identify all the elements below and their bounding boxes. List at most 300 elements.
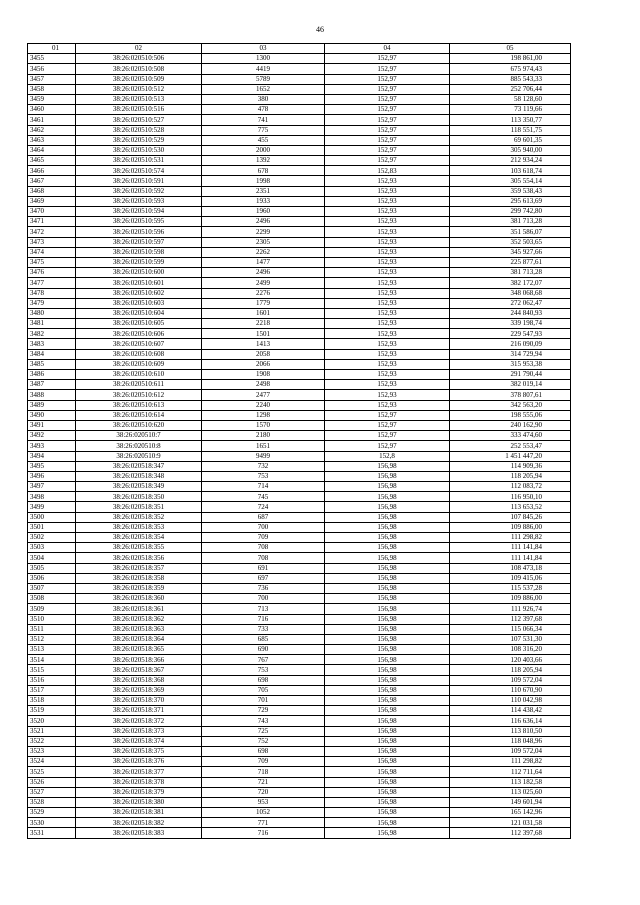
specific-value-cell: 152,93 — [325, 380, 450, 390]
area-cell: 700 — [202, 522, 325, 532]
header-row — [28, 44, 571, 54]
cadastral-value-cell: 252 706,44 — [450, 84, 571, 94]
cadastral-number-cell: 38:26:020518:379 — [76, 787, 202, 797]
specific-value-cell: 156,98 — [325, 614, 450, 624]
row-number-cell: 3523 — [28, 746, 76, 756]
row-number-cell: 3512 — [28, 634, 76, 644]
area-cell: 4419 — [202, 64, 325, 74]
specific-value-cell: 156,98 — [325, 797, 450, 807]
specific-value-cell: 152,97 — [325, 410, 450, 420]
table-row — [28, 380, 571, 390]
area-cell: 720 — [202, 787, 325, 797]
specific-value-cell: 156,98 — [325, 808, 450, 818]
cadastral-number-cell: 38:26:020518:375 — [76, 746, 202, 756]
specific-value-cell: 156,98 — [325, 624, 450, 634]
table-row — [28, 329, 571, 339]
table-row — [28, 828, 571, 838]
row-number-cell: 3472 — [28, 227, 76, 237]
table-row — [28, 624, 571, 634]
cadastral-number-cell: 38:26:020510:614 — [76, 410, 202, 420]
specific-value-cell: 156,98 — [325, 645, 450, 655]
cadastral-number-cell: 38:26:020510:605 — [76, 319, 202, 329]
specific-value-cell: 156,98 — [325, 746, 450, 756]
row-number-cell: 3509 — [28, 604, 76, 614]
row-number-cell: 3488 — [28, 390, 76, 400]
row-number-cell: 3470 — [28, 207, 76, 217]
table-row — [28, 268, 571, 278]
specific-value-cell: 156,98 — [325, 726, 450, 736]
table-row — [28, 736, 571, 746]
area-cell: 775 — [202, 125, 325, 135]
row-number-cell: 3507 — [28, 583, 76, 593]
cadastral-number-cell: 38:26:020510:509 — [76, 74, 202, 84]
specific-value-cell: 156,98 — [325, 767, 450, 777]
cadastral-number-cell: 38:26:020518:365 — [76, 645, 202, 655]
cadastral-number-cell: 38:26:020518:378 — [76, 777, 202, 787]
row-number-cell: 3464 — [28, 145, 76, 155]
specific-value-cell: 156,98 — [325, 594, 450, 604]
row-number-cell: 3490 — [28, 410, 76, 420]
area-cell: 1651 — [202, 441, 325, 451]
table-header — [28, 44, 571, 54]
table-row — [28, 145, 571, 155]
area-cell: 736 — [202, 583, 325, 593]
table-row — [28, 665, 571, 675]
area-cell: 1601 — [202, 308, 325, 318]
table-row — [28, 390, 571, 400]
cadastral-number-cell: 38:26:020510:608 — [76, 349, 202, 359]
row-number-cell: 3493 — [28, 441, 76, 451]
specific-value-cell: 156,98 — [325, 471, 450, 481]
table-row — [28, 298, 571, 308]
cadastral-value-cell: 115 066,34 — [450, 624, 571, 634]
column-header: 01 — [28, 44, 76, 54]
specific-value-cell: 156,98 — [325, 706, 450, 716]
area-cell: 2066 — [202, 359, 325, 369]
table-row — [28, 818, 571, 828]
cadastral-number-cell: 38:26:020510:611 — [76, 380, 202, 390]
cadastral-value-cell: 198 861,00 — [450, 54, 571, 64]
table-row — [28, 125, 571, 135]
table-row — [28, 135, 571, 145]
table-row — [28, 359, 571, 369]
row-number-cell: 3508 — [28, 594, 76, 604]
table-row — [28, 105, 571, 115]
cadastral-number-cell: 38:26:020510:7 — [76, 431, 202, 441]
area-cell: 2499 — [202, 278, 325, 288]
row-number-cell: 3467 — [28, 176, 76, 186]
table-row — [28, 696, 571, 706]
area-cell: 698 — [202, 746, 325, 756]
cadastral-number-cell: 38:26:020518:351 — [76, 502, 202, 512]
cadastral-number-cell: 38:26:020510:591 — [76, 176, 202, 186]
row-number-cell: 3531 — [28, 828, 76, 838]
cadastral-value-cell: 109 572,04 — [450, 746, 571, 756]
area-cell: 716 — [202, 828, 325, 838]
table-row — [28, 64, 571, 74]
row-number-cell: 3469 — [28, 196, 76, 206]
area-cell: 713 — [202, 604, 325, 614]
cadastral-number-cell: 38:26:020510:508 — [76, 64, 202, 74]
row-number-cell: 3530 — [28, 818, 76, 828]
area-cell: 1300 — [202, 54, 325, 64]
cadastral-number-cell: 38:26:020518:350 — [76, 492, 202, 502]
area-cell: 709 — [202, 533, 325, 543]
cadastral-value-cell: 112 397,68 — [450, 828, 571, 838]
row-number-cell: 3460 — [28, 105, 76, 115]
area-cell: 691 — [202, 563, 325, 573]
table-row — [28, 604, 571, 614]
cadastral-number-cell: 38:26:020510:607 — [76, 339, 202, 349]
area-cell: 1933 — [202, 196, 325, 206]
cadastral-value-cell: 240 162,90 — [450, 420, 571, 430]
cadastral-number-cell: 38:26:020518:361 — [76, 604, 202, 614]
area-cell: 2058 — [202, 349, 325, 359]
cadastral-value-cell: 381 713,28 — [450, 268, 571, 278]
table-row — [28, 451, 571, 461]
cadastral-number-cell: 38:26:020518:347 — [76, 461, 202, 471]
cadastral-value-cell: 115 537,28 — [450, 583, 571, 593]
cadastral-number-cell: 38:26:020518:369 — [76, 685, 202, 695]
cadastral-value-cell: 381 713,28 — [450, 217, 571, 227]
row-number-cell: 3494 — [28, 451, 76, 461]
table-row — [28, 512, 571, 522]
specific-value-cell: 152,93 — [325, 207, 450, 217]
cadastral-value-cell: 1 451 447,20 — [450, 451, 571, 461]
row-number-cell: 3478 — [28, 288, 76, 298]
specific-value-cell: 152,97 — [325, 135, 450, 145]
area-cell: 2496 — [202, 217, 325, 227]
cadastral-value-cell: 252 553,47 — [450, 441, 571, 451]
column-header: 04 — [325, 44, 450, 54]
area-cell: 9499 — [202, 451, 325, 461]
cadastral-number-cell: 38:26:020518:374 — [76, 736, 202, 746]
cadastral-number-cell: 38:26:020518:367 — [76, 665, 202, 675]
cadastral-number-cell: 38:26:020518:362 — [76, 614, 202, 624]
cadastral-value-cell: 113 350,77 — [450, 115, 571, 125]
area-cell: 685 — [202, 634, 325, 644]
cadastral-number-cell: 38:26:020518:358 — [76, 573, 202, 583]
table-row — [28, 115, 571, 125]
cadastral-number-cell: 38:26:020518:364 — [76, 634, 202, 644]
area-cell: 725 — [202, 726, 325, 736]
table-row — [28, 257, 571, 267]
row-number-cell: 3515 — [28, 665, 76, 675]
cadastral-number-cell: 38:26:020518:368 — [76, 675, 202, 685]
column-header: 03 — [202, 44, 325, 54]
table-row — [28, 614, 571, 624]
area-cell: 1779 — [202, 298, 325, 308]
row-number-cell: 3498 — [28, 492, 76, 502]
table-row — [28, 746, 571, 756]
specific-value-cell: 152,93 — [325, 268, 450, 278]
cadastral-value-cell: 295 613,69 — [450, 196, 571, 206]
row-number-cell: 3520 — [28, 716, 76, 726]
cadastral-value-cell: 107 845,26 — [450, 512, 571, 522]
cadastral-value-cell: 111 141,84 — [450, 543, 571, 553]
area-cell: 698 — [202, 675, 325, 685]
area-cell: 678 — [202, 166, 325, 176]
table-row — [28, 553, 571, 563]
row-number-cell: 3465 — [28, 156, 76, 166]
row-number-cell: 3483 — [28, 339, 76, 349]
cadastral-number-cell: 38:26:020510:574 — [76, 166, 202, 176]
table-row — [28, 461, 571, 471]
cadastral-value-cell: 244 840,93 — [450, 308, 571, 318]
table-row — [28, 522, 571, 532]
cadastral-number-cell: 38:26:020510:601 — [76, 278, 202, 288]
cadastral-number-cell: 38:26:020518:382 — [76, 818, 202, 828]
specific-value-cell: 152,97 — [325, 431, 450, 441]
specific-value-cell: 152,93 — [325, 359, 450, 369]
table-row — [28, 634, 571, 644]
specific-value-cell: 156,98 — [325, 604, 450, 614]
specific-value-cell: 156,98 — [325, 685, 450, 695]
table-row — [28, 645, 571, 655]
cadastral-number-cell: 38:26:020510:599 — [76, 257, 202, 267]
cadastral-number-cell: 38:26:020518:372 — [76, 716, 202, 726]
area-cell: 752 — [202, 736, 325, 746]
specific-value-cell: 152,93 — [325, 217, 450, 227]
table-row — [28, 207, 571, 217]
cadastral-value-cell: 107 531,30 — [450, 634, 571, 644]
cadastral-value-cell: 112 083,72 — [450, 482, 571, 492]
table-row — [28, 706, 571, 716]
specific-value-cell: 156,98 — [325, 522, 450, 532]
table-row — [28, 431, 571, 441]
column-header: 02 — [76, 44, 202, 54]
area-cell: 718 — [202, 767, 325, 777]
area-cell: 708 — [202, 543, 325, 553]
cadastral-value-cell: 113 810,50 — [450, 726, 571, 736]
row-number-cell: 3474 — [28, 247, 76, 257]
row-number-cell: 3524 — [28, 757, 76, 767]
specific-value-cell: 156,98 — [325, 675, 450, 685]
specific-value-cell: 156,98 — [325, 543, 450, 553]
table-row — [28, 370, 571, 380]
cadastral-number-cell: 38:26:020510:613 — [76, 400, 202, 410]
area-cell: 1960 — [202, 207, 325, 217]
cadastral-value-cell: 352 503,65 — [450, 237, 571, 247]
table-row — [28, 594, 571, 604]
row-number-cell: 3529 — [28, 808, 76, 818]
table-row — [28, 339, 571, 349]
cadastral-value-cell: 118 205,94 — [450, 471, 571, 481]
cadastral-value-cell: 351 586,07 — [450, 227, 571, 237]
cadastral-value-cell: 112 397,68 — [450, 614, 571, 624]
specific-value-cell: 152,8 — [325, 451, 450, 461]
row-number-cell: 3459 — [28, 94, 76, 104]
row-number-cell: 3476 — [28, 268, 76, 278]
cadastral-value-cell: 345 927,66 — [450, 247, 571, 257]
row-number-cell: 3514 — [28, 655, 76, 665]
row-number-cell: 3502 — [28, 533, 76, 543]
specific-value-cell: 156,98 — [325, 573, 450, 583]
row-number-cell: 3497 — [28, 482, 76, 492]
specific-value-cell: 152,93 — [325, 390, 450, 400]
row-number-cell: 3501 — [28, 522, 76, 532]
specific-value-cell: 156,98 — [325, 736, 450, 746]
row-number-cell: 3471 — [28, 217, 76, 227]
cadastral-value-cell: 116 636,14 — [450, 716, 571, 726]
area-cell: 2305 — [202, 237, 325, 247]
row-number-cell: 3485 — [28, 359, 76, 369]
table-row — [28, 288, 571, 298]
row-number-cell: 3500 — [28, 512, 76, 522]
area-cell: 2240 — [202, 400, 325, 410]
table-row — [28, 583, 571, 593]
table-row — [28, 685, 571, 695]
specific-value-cell: 156,98 — [325, 583, 450, 593]
row-number-cell: 3499 — [28, 502, 76, 512]
table-row — [28, 319, 571, 329]
table-row — [28, 410, 571, 420]
cadastral-number-cell: 38:26:020510:594 — [76, 207, 202, 217]
row-number-cell: 3526 — [28, 777, 76, 787]
specific-value-cell: 152,93 — [325, 247, 450, 257]
cadastral-number-cell: 38:26:020518:357 — [76, 563, 202, 573]
area-cell: 714 — [202, 482, 325, 492]
cadastral-value-cell: 118 048,96 — [450, 736, 571, 746]
specific-value-cell: 152,97 — [325, 105, 450, 115]
cadastral-number-cell: 38:26:020510:606 — [76, 329, 202, 339]
specific-value-cell: 156,98 — [325, 757, 450, 767]
row-number-cell: 3489 — [28, 400, 76, 410]
cadastral-value-cell: 58 128,60 — [450, 94, 571, 104]
specific-value-cell: 152,93 — [325, 227, 450, 237]
specific-value-cell: 156,98 — [325, 818, 450, 828]
cadastral-number-cell: 38:26:020510:531 — [76, 156, 202, 166]
table-row — [28, 84, 571, 94]
area-cell: 5789 — [202, 74, 325, 84]
table-row — [28, 767, 571, 777]
cadastral-value-cell: 110 042,98 — [450, 696, 571, 706]
cadastral-number-cell: 38:26:020518:360 — [76, 594, 202, 604]
cadastral-number-cell: 38:26:020518:356 — [76, 553, 202, 563]
table-row — [28, 563, 571, 573]
area-cell: 2262 — [202, 247, 325, 257]
specific-value-cell: 152,93 — [325, 278, 450, 288]
table-row — [28, 471, 571, 481]
cadastral-number-cell: 38:26:020510:609 — [76, 359, 202, 369]
table-row — [28, 492, 571, 502]
area-cell: 1392 — [202, 156, 325, 166]
cadastral-value-cell: 272 062,47 — [450, 298, 571, 308]
row-number-cell: 3505 — [28, 563, 76, 573]
table-row — [28, 247, 571, 257]
cadastral-number-cell: 38:26:020510:595 — [76, 217, 202, 227]
cadastral-number-cell: 38:26:020510:9 — [76, 451, 202, 461]
table-row — [28, 74, 571, 84]
specific-value-cell: 152,93 — [325, 370, 450, 380]
cadastral-number-cell: 38:26:020510:592 — [76, 186, 202, 196]
area-cell: 1652 — [202, 84, 325, 94]
area-cell: 2180 — [202, 431, 325, 441]
row-number-cell: 3463 — [28, 135, 76, 145]
area-cell: 2351 — [202, 186, 325, 196]
cadastral-number-cell: 38:26:020510:597 — [76, 237, 202, 247]
area-cell: 721 — [202, 777, 325, 787]
area-cell: 724 — [202, 502, 325, 512]
table-row — [28, 441, 571, 451]
specific-value-cell: 156,98 — [325, 553, 450, 563]
table-row — [28, 196, 571, 206]
row-number-cell: 3456 — [28, 64, 76, 74]
row-number-cell: 3480 — [28, 308, 76, 318]
cadastral-value-cell: 108 316,20 — [450, 645, 571, 655]
cadastral-value-cell: 118 205,94 — [450, 665, 571, 675]
area-cell: 687 — [202, 512, 325, 522]
area-cell: 953 — [202, 797, 325, 807]
area-cell: 2299 — [202, 227, 325, 237]
table-row — [28, 156, 571, 166]
cadastral-value-cell: 382 019,14 — [450, 380, 571, 390]
specific-value-cell: 152,97 — [325, 94, 450, 104]
table-row — [28, 716, 571, 726]
cadastral-number-cell: 38:26:020510:593 — [76, 196, 202, 206]
specific-value-cell: 152,97 — [325, 115, 450, 125]
table-row — [28, 533, 571, 543]
row-number-cell: 3455 — [28, 54, 76, 64]
area-cell: 741 — [202, 115, 325, 125]
cadastral-number-cell: 38:26:020518:359 — [76, 583, 202, 593]
specific-value-cell: 156,98 — [325, 787, 450, 797]
cadastral-value-cell: 109 886,00 — [450, 594, 571, 604]
specific-value-cell: 156,98 — [325, 461, 450, 471]
area-cell: 733 — [202, 624, 325, 634]
table-row — [28, 482, 571, 492]
cadastral-value-cell: 291 790,44 — [450, 370, 571, 380]
area-cell: 701 — [202, 696, 325, 706]
cadastral-value-cell: 348 068,68 — [450, 288, 571, 298]
cadastral-value-table — [27, 43, 571, 839]
table-row — [28, 217, 571, 227]
specific-value-cell: 152,93 — [325, 237, 450, 247]
cadastral-value-cell: 73 119,66 — [450, 105, 571, 115]
table-row — [28, 573, 571, 583]
area-cell: 1501 — [202, 329, 325, 339]
cadastral-value-cell: 109 572,04 — [450, 675, 571, 685]
row-number-cell: 3511 — [28, 624, 76, 634]
specific-value-cell: 156,98 — [325, 696, 450, 706]
specific-value-cell: 152,97 — [325, 441, 450, 451]
cadastral-number-cell: 38:26:020510:620 — [76, 420, 202, 430]
specific-value-cell: 152,93 — [325, 349, 450, 359]
area-cell: 745 — [202, 492, 325, 502]
cadastral-value-cell: 111 298,82 — [450, 757, 571, 767]
row-number-cell: 3458 — [28, 84, 76, 94]
area-cell: 697 — [202, 573, 325, 583]
cadastral-value-cell: 382 172,07 — [450, 278, 571, 288]
specific-value-cell: 156,98 — [325, 665, 450, 675]
table-row — [28, 543, 571, 553]
row-number-cell: 3527 — [28, 787, 76, 797]
cadastral-number-cell: 38:26:020510:516 — [76, 105, 202, 115]
table-row — [28, 278, 571, 288]
area-cell: 1570 — [202, 420, 325, 430]
table-row — [28, 227, 571, 237]
specific-value-cell: 152,93 — [325, 288, 450, 298]
row-number-cell: 3481 — [28, 319, 76, 329]
cadastral-value-cell: 378 807,61 — [450, 390, 571, 400]
row-number-cell: 3479 — [28, 298, 76, 308]
specific-value-cell: 156,98 — [325, 777, 450, 787]
cadastral-value-cell: 198 555,06 — [450, 410, 571, 420]
row-number-cell: 3525 — [28, 767, 76, 777]
cadastral-number-cell: 38:26:020518:381 — [76, 808, 202, 818]
cadastral-value-cell: 342 563,20 — [450, 400, 571, 410]
row-number-cell: 3518 — [28, 696, 76, 706]
